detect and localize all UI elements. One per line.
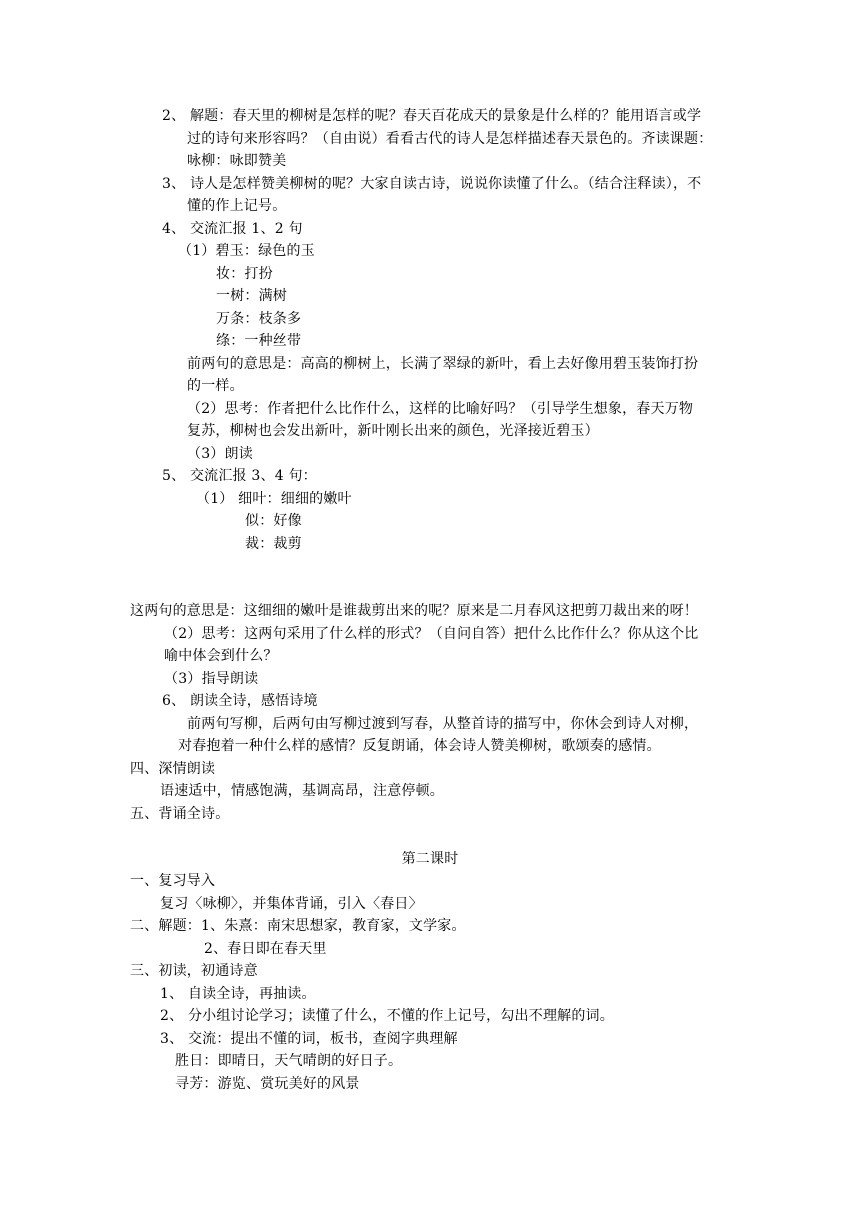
text-line: 三、初读，初通诗意: [130, 963, 258, 979]
text-line: 二、解题：1、朱熹：南宋思想家，教育家，文学家。: [130, 918, 466, 934]
text-line: 一、复习导入: [130, 873, 216, 889]
text-line: 四、深情朗读: [130, 761, 216, 777]
text-line: 似：好像: [245, 513, 302, 529]
text-line: 复苏，柳树也会发出新叶，新叶刚长出来的颜色，光泽接近碧玉）: [187, 423, 599, 439]
text-line: （3）指导朗读: [164, 671, 259, 687]
text-line: 3、 交流：提出不懂的词，板书，查阅字典理解: [160, 1031, 458, 1047]
text-line: 4、 交流汇报 1、2 句: [162, 221, 303, 237]
text-line: 咏柳：咏即赞美: [187, 153, 287, 169]
text-line: 裁：裁剪: [245, 536, 302, 552]
text-line: 一树：满树: [216, 288, 287, 304]
text-line: 前两句的意思是：高高的柳树上，长满了翠绿的新叶，看上去好像用碧玉装饰打扮: [187, 356, 699, 372]
text-line: 语速适中，情感饱满，基调高昂，注意停顿。: [160, 783, 444, 799]
text-line: 2、 解题：春天里的柳树是怎样的呢？春天百花成天的景象是什么样的？能用语言或学: [162, 108, 702, 124]
text-line: 万条：枝条多: [216, 311, 302, 327]
text-line: 2、春日即在春天里: [204, 941, 327, 957]
text-line: （2）思考：作者把什么比作什么，这样的比喻好吗？（引导学生想象，春天万物: [187, 401, 694, 417]
text-line: 喻中体会到什么？: [164, 648, 278, 664]
text-line: （2）思考：这两句采用了什么样的形式？（自问自答）把什么比作什么？你从这个比: [164, 626, 699, 642]
text-line: （1）碧玉：绿色的玉: [178, 243, 315, 259]
text-line: 寻芳：游览、赏玩美好的风景: [175, 1076, 360, 1092]
text-line: 3、 诗人是怎样赞美柳树的呢？大家自读古诗，说说你读懂了什么。（结合注释读），不: [162, 176, 702, 192]
text-line: 1、 自读全诗，再抽读。: [160, 986, 316, 1002]
text-line: 2、 分小组讨论学习；读懂了什么，不懂的作上记号，勾出不理解的词。: [160, 1008, 614, 1024]
text-line: 绦：一种丝带: [216, 333, 302, 349]
text-line: 胜日：即晴日，天气晴朗的好日子。: [175, 1053, 403, 1069]
text-line: （3）朗读: [187, 446, 253, 462]
section-heading: 第二课时: [401, 851, 459, 867]
text-line: 对春抱着一种什么样的感情？反复朗诵，体会诗人赞美柳树，歌颂奏的感情。: [178, 738, 661, 754]
text-line: 五、背诵全诗。: [130, 806, 230, 822]
text-line: 复习〈咏柳〉，并集体背诵，引入〈春日〉: [160, 896, 423, 912]
text-line: 的一样。: [187, 378, 244, 394]
text-line: 6、 朗读全诗，感悟诗境: [162, 693, 318, 709]
text-line: 5、 交流汇报 3、4 句：: [162, 468, 317, 484]
text-line: （1） 细叶：细细的嫩叶: [196, 491, 352, 507]
text-line: 妆：打扮: [216, 266, 273, 282]
text-line: 过的诗句来形容吗？（自由说）看看古代的诗人是怎样描述春天景色的。齐读课题：: [187, 131, 713, 147]
text-line: 懂的作上记号。: [187, 198, 287, 214]
text-line: 前两句写柳，后两句由写柳过渡到写春，从整首诗的描写中，你休会到诗人对柳，: [187, 716, 699, 732]
text-line: 这两句的意思是：这细细的嫩叶是谁裁剪出来的呢？原来是二月春风这把剪刀裁出来的呀！: [130, 603, 698, 619]
